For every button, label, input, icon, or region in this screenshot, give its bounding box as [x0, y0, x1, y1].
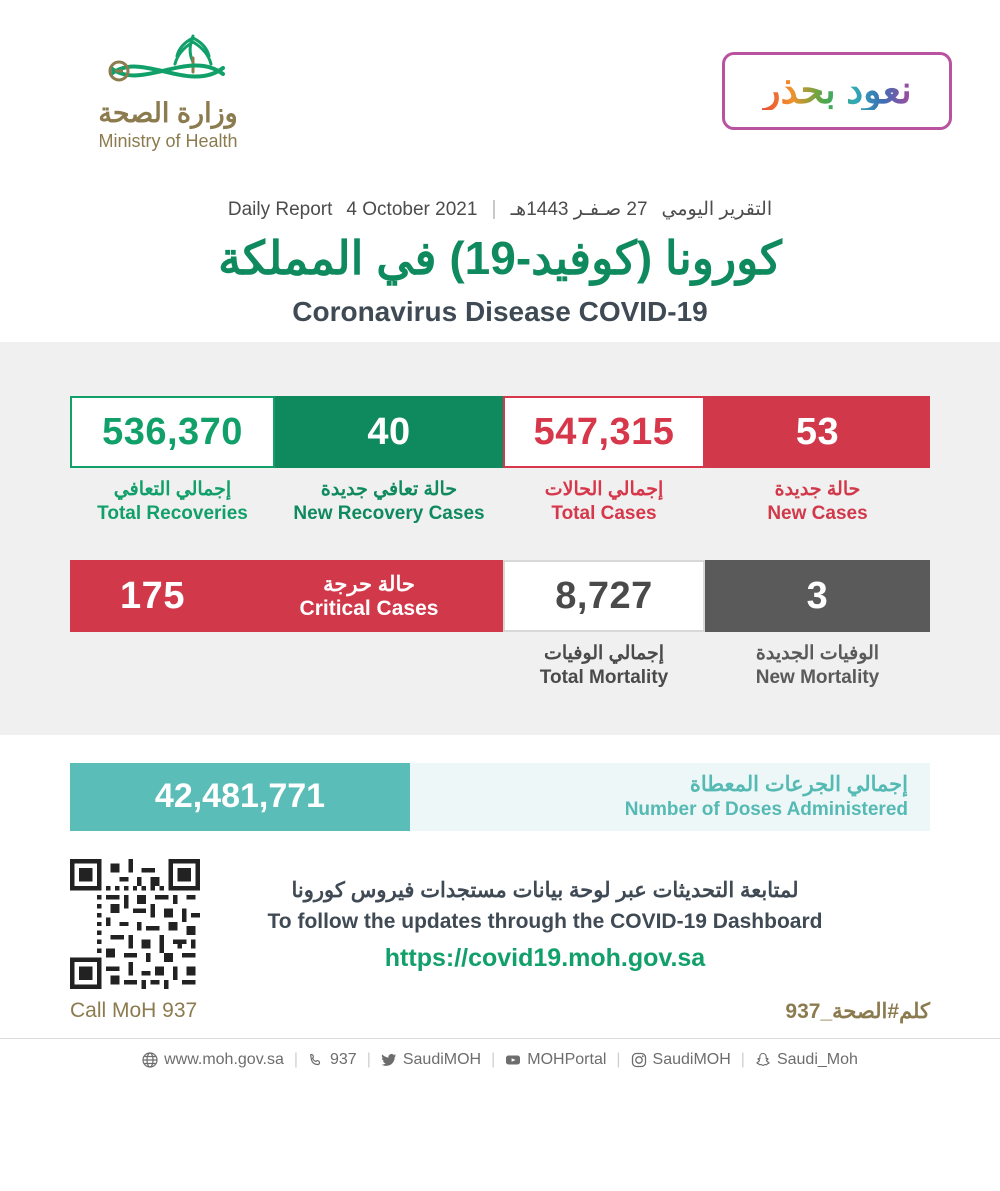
stat-label-ar: إجمالي الوفيات: [543, 643, 665, 665]
dashboard-text-en: To follow the updates through the COVID-19 Dashboard: [267, 910, 823, 934]
doses-card: [70, 763, 930, 831]
date-row: [0, 198, 1000, 221]
footer-divider: |: [491, 1050, 496, 1068]
stat-labels: [705, 632, 930, 690]
footer-item-snapchat[interactable]: [755, 1051, 858, 1069]
stat-labels: [235, 560, 503, 632]
stat-value: 8,727: [555, 574, 653, 617]
page-title-arabic: كورونا (كوفيد-19) في المملكة: [218, 232, 782, 284]
footer-label: MOHPortal: [527, 1050, 607, 1068]
stat-labels: [705, 468, 930, 526]
call-moh-ar: كلم#الصحة_937: [785, 999, 930, 1023]
campaign-text: نعود بحذر: [762, 70, 912, 112]
stat-value-box: [705, 560, 930, 632]
footer-label: www.moh.gov.sa: [164, 1050, 284, 1068]
date-divider: |: [491, 198, 497, 220]
dashboard-text-ar: لمتابعة التحديثات عبر لوحة بيانات مستجدات فيروس كورونا: [291, 878, 799, 902]
doses-label-ar: إجمالي الجرعات المعطاة: [689, 773, 908, 797]
stat-card-new-cases: [705, 396, 930, 526]
stat-value: 175: [120, 574, 185, 617]
doses-value: 42,481,771: [70, 763, 410, 831]
qr-code[interactable]: [70, 859, 200, 989]
statistics-panel: [0, 342, 1000, 735]
footer-item-instagram[interactable]: [631, 1051, 731, 1069]
stat-value: 547,315: [533, 410, 675, 453]
doses-labels: [410, 763, 930, 831]
doses-section: [0, 735, 1000, 831]
stat-label-en: New Recovery Cases: [293, 502, 485, 524]
dashboard-section: [0, 831, 1000, 989]
stat-value-box: [275, 396, 503, 468]
stat-label-ar: حالة جديدة: [774, 479, 861, 500]
footer: [0, 1038, 1000, 1069]
footer-label: SaudiMOH: [652, 1050, 731, 1068]
stats-row-primary: [70, 396, 930, 526]
stat-value: 3: [806, 574, 829, 617]
date-gregorian: 4 October 2021: [346, 198, 478, 220]
stat-card-new-recovery-cases: [275, 396, 503, 526]
footer-divider: |: [366, 1050, 371, 1068]
stat-labels: [70, 468, 275, 526]
stat-label-en: New Cases: [767, 502, 868, 524]
stat-label-ar: إجمالي التعافي: [113, 479, 232, 500]
page-title-english: Coronavirus Disease COVID-19: [292, 296, 708, 327]
footer-divider: |: [616, 1050, 621, 1068]
dashboard-text: [200, 875, 930, 973]
footer-item-phone[interactable]: [308, 1051, 357, 1069]
instagram-icon: [631, 1052, 647, 1068]
footer-label: SaudiMOH: [402, 1050, 482, 1068]
footer-label: Saudi_Moh: [776, 1050, 858, 1068]
phone-icon: [308, 1052, 324, 1068]
palm-swords-logo-icon: [48, 28, 288, 94]
stat-label-ar: إجمالي الحالات: [544, 479, 664, 500]
stat-labels: [275, 468, 503, 526]
header: [0, 0, 1000, 342]
footer-item-youtube[interactable]: [505, 1051, 606, 1069]
stat-value-box: [705, 396, 930, 468]
footer-label: 937: [330, 1050, 357, 1068]
moh-logo: [48, 28, 288, 152]
stat-label-en: New Mortality: [755, 667, 880, 689]
twitter-icon: [381, 1052, 397, 1068]
dashboard-url[interactable]: https://covid19.moh.gov.sa: [384, 943, 706, 972]
stat-label-ar: حالة حرجة: [323, 572, 415, 596]
stat-label-en: Total Mortality: [539, 667, 669, 689]
snapchat-icon: [755, 1052, 771, 1068]
stat-card-total-cases: [503, 396, 705, 526]
stat-value-box: [70, 396, 275, 468]
moh-logo-arabic: وزارة الصحة: [98, 98, 238, 128]
stat-card-total-mortality: [503, 560, 705, 690]
doses-label-en: Number of Doses Administered: [624, 798, 908, 820]
report-label-ar: التقرير اليومي: [661, 199, 773, 220]
footer-divider: |: [740, 1050, 745, 1068]
stat-card-total-recoveries: [70, 396, 275, 526]
youtube-icon: [505, 1052, 521, 1068]
stat-labels: [503, 632, 705, 690]
stat-label-ar: الوفيات الجديدة: [755, 643, 880, 665]
campaign-badge: [722, 52, 952, 130]
call-moh-en: Call MoH 937: [70, 999, 198, 1023]
date-hijri: 27 صـفـر 1443هـ: [510, 199, 648, 220]
moh-logo-english: Ministry of Health: [98, 131, 238, 151]
stat-value-box: [503, 560, 705, 632]
stat-label-en: Total Cases: [551, 502, 657, 524]
stat-value: 536,370: [102, 410, 243, 453]
globe-icon: [142, 1052, 158, 1068]
footer-divider: |: [293, 1050, 298, 1068]
stat-label-en: Critical Cases: [299, 596, 439, 620]
stat-label-ar: حالة تعافي جديدة: [320, 479, 458, 500]
stat-value-box: [503, 396, 705, 468]
stat-card-new-mortality: [705, 560, 930, 690]
report-label-en: Daily Report: [227, 198, 333, 220]
stat-card-critical-cases: [70, 560, 503, 690]
stat-value: 53: [795, 410, 840, 453]
stat-labels: [503, 468, 705, 526]
call-row: [0, 989, 1000, 1024]
stat-value: 40: [367, 410, 411, 453]
stats-row-secondary: [70, 560, 930, 690]
stat-label-en: Total Recoveries: [97, 502, 248, 524]
stat-value-box: [70, 560, 235, 632]
footer-item-website[interactable]: [142, 1051, 284, 1069]
footer-item-twitter[interactable]: [381, 1051, 481, 1069]
